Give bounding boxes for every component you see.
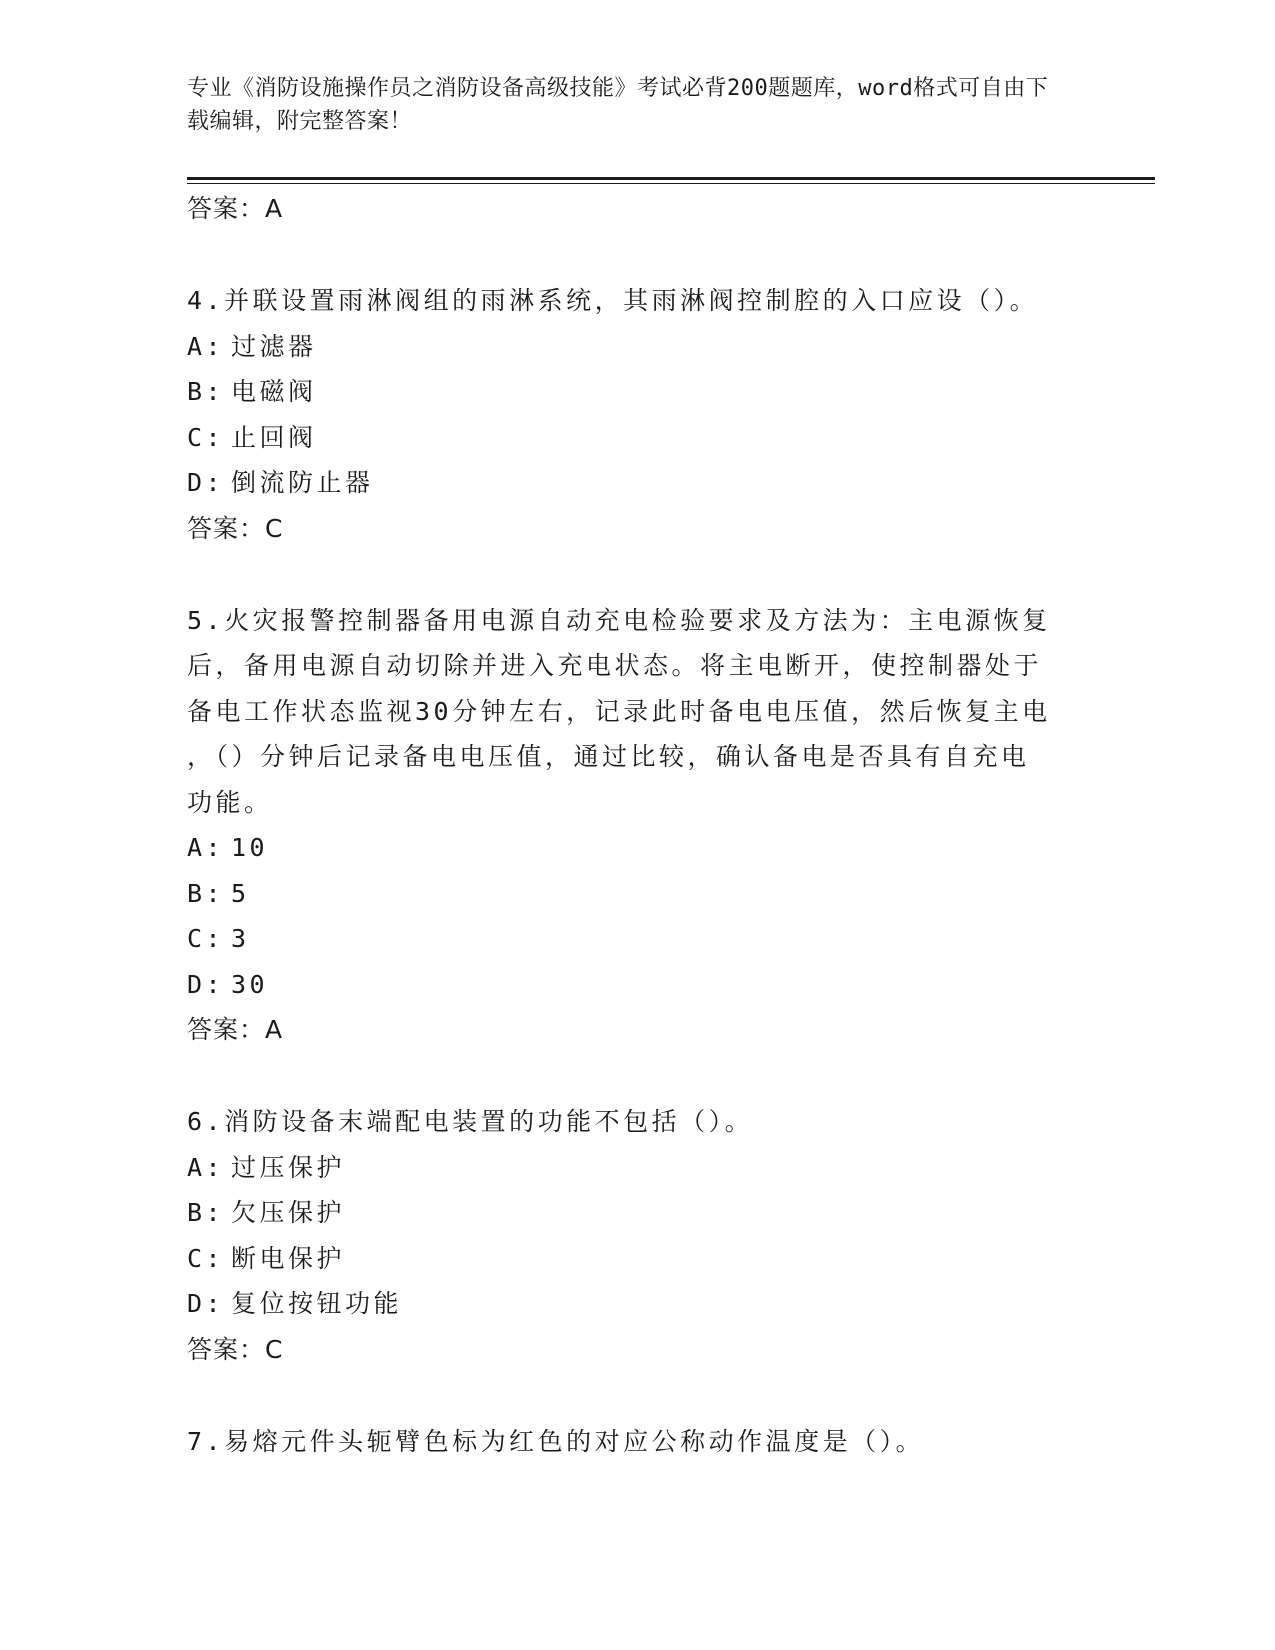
option-b <box>187 1190 1087 1236</box>
option-text: 10 <box>231 833 269 862</box>
answer-line: 答案：A <box>187 194 284 223</box>
option-key: B: <box>187 878 225 908</box>
question-stem: 6.消防设备末端配电装置的功能不包括（）。 <box>187 1107 754 1136</box>
option-a <box>187 825 1087 871</box>
question-stem-line: 后，备用电源自动切除并进入充电状态。将主电断开，使控制器处于 <box>187 651 1043 680</box>
page-header: 专业《消防设施操作员之消防设备高级技能》考试必背200题题库，word格式可自由下载编辑，附完整答案！ <box>187 76 1049 134</box>
option-text: 30 <box>231 969 269 999</box>
option-key: A: <box>187 331 225 361</box>
option-c <box>187 1236 1087 1282</box>
question-6 <box>187 1099 1087 1373</box>
option-text: 3 <box>231 924 250 953</box>
header-rule-thin <box>187 183 1155 184</box>
question-stem-line: 5.火灾报警控制器备用电源自动充电检验要求及方法为：主电源恢复 <box>187 605 1051 635</box>
option-key: C: <box>187 924 225 953</box>
question-5 <box>187 598 1087 1054</box>
option-key: A: <box>187 833 225 862</box>
question-stem: 4.并联设置雨淋阀组的雨淋系统，其雨淋阀控制腔的入口应设（）。 <box>187 286 1039 315</box>
option-a <box>187 1145 1087 1191</box>
question-7 <box>187 1419 1087 1465</box>
option-key: D: <box>187 1289 225 1318</box>
option-a <box>187 324 1087 370</box>
header-rule-thick <box>187 177 1155 180</box>
answer-line: 答案：C <box>187 1334 284 1364</box>
option-b <box>187 369 1087 415</box>
option-text: 倒流防止器 <box>231 468 374 497</box>
option-text: 复位按钮功能 <box>231 1289 403 1318</box>
option-text: 断电保护 <box>231 1243 346 1273</box>
option-key: D: <box>187 468 225 497</box>
option-d <box>187 962 1087 1008</box>
option-key: A: <box>187 1152 225 1182</box>
question-stem-line: 备电工作状态监视30分钟左右，记录此时备电电压值，然后恢复主电 <box>187 696 1051 726</box>
answer-line: 答案：A <box>187 1015 284 1044</box>
option-key: D: <box>187 969 225 999</box>
question-4 <box>187 278 1087 552</box>
question-stem-line: 功能。 <box>187 787 273 817</box>
option-c <box>187 415 1087 461</box>
option-text: 欠压保护 <box>231 1198 346 1227</box>
option-text: 过压保护 <box>231 1152 346 1182</box>
option-key: B: <box>187 1198 225 1227</box>
question-stem: 7.易熔元件头轭臂色标为红色的对应公称动作温度是（）。 <box>187 1426 925 1456</box>
option-key: C: <box>187 1243 225 1273</box>
option-d <box>187 1281 1087 1327</box>
option-b <box>187 871 1087 917</box>
option-text: 5 <box>231 878 250 908</box>
option-key: C: <box>187 422 225 452</box>
option-c <box>187 916 1087 962</box>
question-list <box>187 186 1087 1464</box>
option-key: B: <box>187 377 225 406</box>
option-text: 过滤器 <box>231 331 317 361</box>
question-stem-line: ，（）分钟后记录备电电压值，通过比较，确认备电是否具有自充电 <box>187 742 1030 771</box>
option-text: 止回阀 <box>231 422 317 452</box>
option-text: 电磁阀 <box>231 377 317 406</box>
option-d <box>187 460 1087 506</box>
answer-line: 答案：C <box>187 513 284 543</box>
